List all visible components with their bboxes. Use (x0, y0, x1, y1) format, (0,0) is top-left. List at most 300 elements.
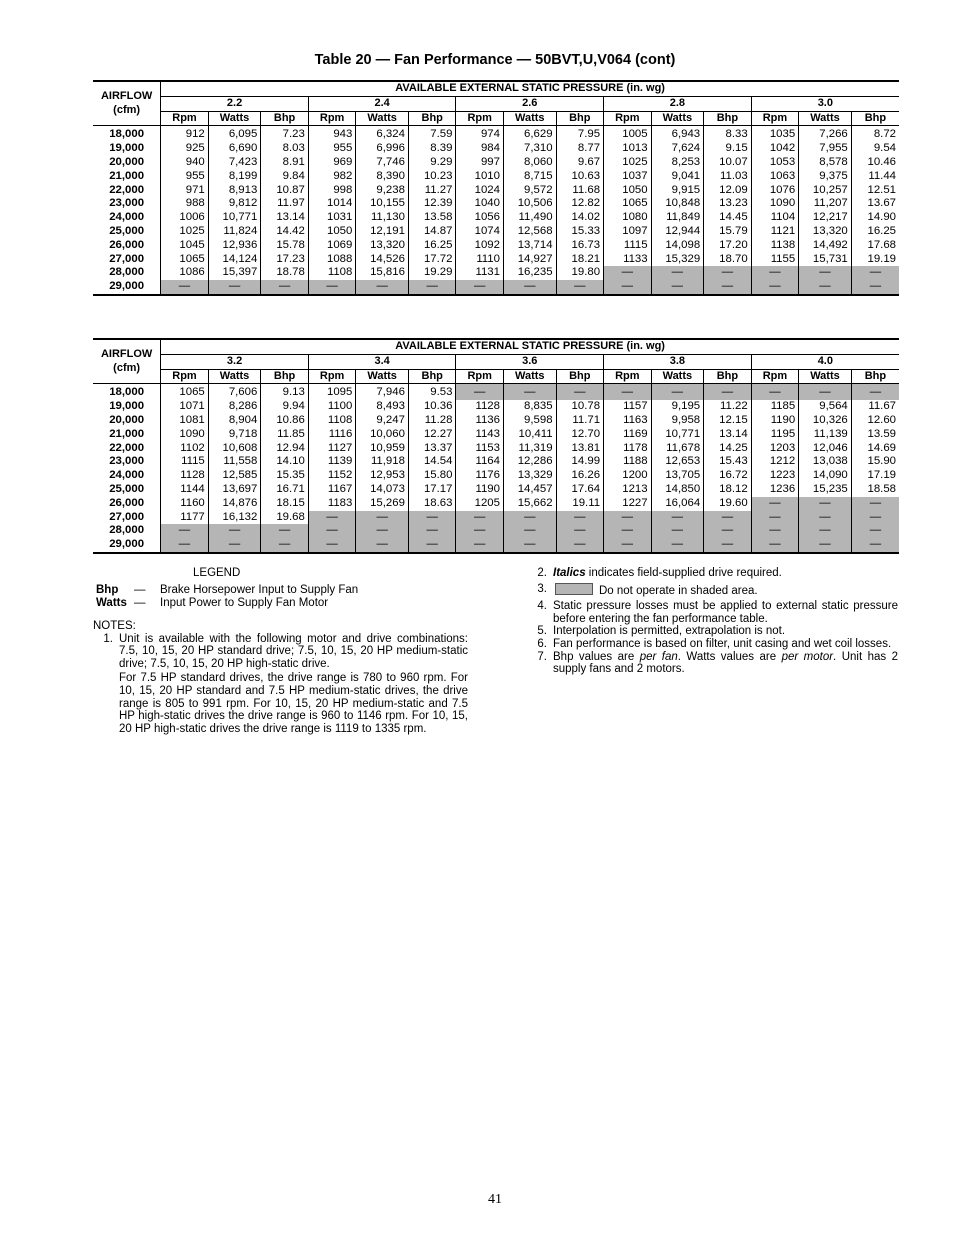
airflow-cell: 21,000 (109, 427, 145, 440)
table-cell: — (408, 280, 456, 295)
table-row (93, 239, 899, 253)
table-cell: 14.69 (851, 442, 899, 456)
table-cell: 1014 (308, 197, 356, 211)
table-cell: 16.72 (704, 469, 752, 483)
table-cell: 1069 (308, 239, 356, 253)
table-cell: — (556, 524, 604, 538)
table-cell: 9.29 (408, 156, 456, 170)
table-cell: 14.10 (261, 455, 309, 469)
table-cell: 1167 (308, 483, 356, 497)
table-cell: 11.71 (556, 414, 604, 428)
table-cell: 14.42 (261, 225, 309, 239)
table-cell: — (751, 497, 799, 511)
airflow-cell: 29,000 (93, 280, 161, 295)
table-cell: 11,918 (356, 455, 409, 469)
notes-heading: NOTES: (93, 620, 136, 632)
table-cell: — (208, 524, 261, 538)
table-cell: 8.39 (408, 142, 456, 156)
table-cell: 13.14 (704, 428, 752, 442)
airflow-cell: 21,000 (109, 169, 145, 182)
airflow-cell: 19,000 (109, 142, 145, 155)
column-header-bhp: Bhp (851, 111, 899, 126)
table-cell: — (503, 524, 556, 538)
table-cell: 1065 (604, 197, 652, 211)
table-cell: 1025 (161, 225, 209, 239)
table-cell: 7,606 (208, 384, 261, 400)
table-row (93, 524, 899, 538)
table-cell: 1144 (161, 483, 209, 497)
table-cell: 16,064 (651, 497, 704, 511)
table-cell: 16.71 (261, 483, 309, 497)
table-cell: 8,904 (208, 414, 261, 428)
table-cell: — (604, 384, 652, 400)
table-cell: 13,329 (503, 469, 556, 483)
airflow-cell: 24,000 (109, 211, 145, 224)
table-cell: 13.14 (261, 211, 309, 225)
airflow-cell: 18,000 (109, 128, 145, 141)
table-cell: — (308, 524, 356, 538)
table-cell: 14,073 (356, 483, 409, 497)
table-cell: 9,598 (503, 414, 556, 428)
table-cell: 971 (161, 184, 209, 198)
table-cell: 12.94 (261, 442, 309, 456)
table-cell: 17.19 (851, 469, 899, 483)
table-cell: 9,718 (208, 428, 261, 442)
table-cell: 16,235 (503, 266, 556, 280)
airflow-cell: 26,000 (109, 238, 145, 251)
airflow-cell: 25,000 (109, 482, 145, 495)
table-cell: 19.19 (851, 253, 899, 267)
table-cell: 14,850 (651, 483, 704, 497)
pressure-header: 4.0 (751, 354, 899, 369)
table-cell: 1223 (751, 469, 799, 483)
table-cell: 14.45 (704, 211, 752, 225)
table-cell: 1128 (161, 469, 209, 483)
table-cell: 1153 (456, 442, 504, 456)
column-header-bhp: Bhp (408, 369, 456, 384)
table-cell: 14,090 (799, 469, 852, 483)
pressure-header: 3.4 (308, 354, 456, 369)
table-cell: — (604, 524, 652, 538)
table-cell: 14.99 (556, 455, 604, 469)
table-cell: — (751, 266, 799, 280)
table-cell: 9.67 (556, 156, 604, 170)
table-cell: 10,155 (356, 197, 409, 211)
legend-title: LEGEND (193, 567, 241, 579)
table-cell: 10,411 (503, 428, 556, 442)
table-cell: — (799, 511, 852, 525)
table-cell: 11,490 (503, 211, 556, 225)
table-row (93, 400, 899, 414)
static-pressure-header: AVAILABLE EXTERNAL STATIC PRESSURE (in. wg) (161, 339, 899, 354)
table-cell: 1065 (161, 253, 209, 267)
table-row (93, 266, 899, 280)
table-cell: 9,572 (503, 184, 556, 198)
table-cell: 7.95 (556, 126, 604, 142)
table-cell: 11.85 (261, 428, 309, 442)
table-row (93, 211, 899, 225)
table-cell: 17.68 (851, 239, 899, 253)
table-cell: 1005 (604, 126, 652, 142)
table-cell: 1037 (604, 170, 652, 184)
table-cell: 9,958 (651, 414, 704, 428)
table-cell: 1095 (308, 384, 356, 400)
table-cell: 8,199 (208, 170, 261, 184)
table-cell: 1063 (751, 170, 799, 184)
legend-dash: — (134, 584, 146, 596)
table-cell: — (799, 524, 852, 538)
table-cell: 1136 (456, 414, 504, 428)
table-cell: 8,913 (208, 184, 261, 198)
legend-dash: — (134, 597, 146, 609)
table-cell: 1200 (604, 469, 652, 483)
table-cell: 10.23 (408, 170, 456, 184)
table-cell: — (503, 280, 556, 295)
table-cell: 19.60 (704, 497, 752, 511)
table-cell: 1190 (456, 483, 504, 497)
table-row (93, 156, 899, 170)
pressure-header: 2.8 (604, 96, 752, 111)
table-cell: 17.17 (408, 483, 456, 497)
table-cell: 8.91 (261, 156, 309, 170)
table-cell: 10,771 (208, 211, 261, 225)
table-cell: 11,678 (651, 442, 704, 456)
table-cell: 6,629 (503, 126, 556, 142)
column-header-rpm: Rpm (308, 369, 356, 384)
table-cell: 13.81 (556, 442, 604, 456)
table-cell: — (604, 266, 652, 280)
table-cell: 11.67 (851, 400, 899, 414)
table-cell: 1065 (161, 384, 209, 400)
table-cell: — (851, 266, 899, 280)
table-cell: 11,139 (799, 428, 852, 442)
table-cell: — (408, 538, 456, 553)
table-cell: 9,195 (651, 400, 704, 414)
table-cell: 13,714 (503, 239, 556, 253)
note-text: Fan performance is based on filter, unit casing and wet coil losses. (553, 637, 892, 650)
table-cell: — (308, 511, 356, 525)
table-cell: 8,715 (503, 170, 556, 184)
pressure-header: 3.0 (751, 96, 899, 111)
table-cell: 11.27 (408, 184, 456, 198)
column-header-rpm: Rpm (604, 369, 652, 384)
note-4 (527, 600, 898, 625)
table-cell: 1212 (751, 455, 799, 469)
table-cell: — (651, 511, 704, 525)
note-text (553, 583, 898, 598)
table-cell: — (799, 384, 852, 400)
note-2 (527, 567, 898, 580)
table-cell: 18.15 (261, 497, 309, 511)
table-cell: 12,046 (799, 442, 852, 456)
table-cell: 1081 (161, 414, 209, 428)
table-row (93, 197, 899, 211)
italic-word: Italics (553, 567, 586, 579)
table-cell: 10,326 (799, 414, 852, 428)
column-header-bhp: Bhp (261, 111, 309, 126)
note-text-part: . Watts values are (677, 650, 782, 663)
legend-item-bhp (96, 584, 358, 596)
table-cell: — (503, 511, 556, 525)
table-cell: 1160 (161, 497, 209, 511)
table-cell: 10,506 (503, 197, 556, 211)
table-cell: 6,690 (208, 142, 261, 156)
column-header-watts: Watts (503, 111, 556, 126)
table-cell: 13.23 (704, 197, 752, 211)
note-7 (527, 651, 898, 676)
note-text-italic: per fan (639, 650, 678, 663)
table-cell: 9,041 (651, 170, 704, 184)
table-row (93, 511, 899, 525)
table-cell: — (751, 384, 799, 400)
table-row (93, 170, 899, 184)
table-cell: 1031 (308, 211, 356, 225)
column-header-watts: Watts (356, 369, 409, 384)
table-cell: 14.54 (408, 455, 456, 469)
table-cell: 1010 (456, 170, 504, 184)
note-text: For 7.5 HP standard drives, the drive range is 780 to 960 rpm. For 10, 15, 20 HP standard and 7.5 HP medium-static drives, the drive range is 805 to 991 rpm. For 10, 15, 20 HP medium-static and 7.5 HP high-static drives the drive range is 960 to 1146 rpm. For 10, 15, 20 HP high-static drives the drive range is 1119 to 1335 rpm. (119, 672, 468, 735)
table-cell: 1128 (456, 400, 504, 414)
note-number: 6. (537, 637, 547, 650)
notes-right (527, 567, 898, 676)
table-cell: — (308, 538, 356, 553)
table-cell: 12.51 (851, 184, 899, 198)
shaded-area-swatch (555, 583, 593, 595)
column-header-bhp: Bhp (704, 369, 752, 384)
note-number: 7. (537, 650, 547, 663)
table-cell: 8.77 (556, 142, 604, 156)
table-cell: 15.78 (261, 239, 309, 253)
table-cell: 10.36 (408, 400, 456, 414)
table-cell: 12.60 (851, 414, 899, 428)
table-cell: 18.58 (851, 483, 899, 497)
note-text: Unit is available with the following motor and drive combinations: 7.5, 10, 15, 20 HP standard drive; 7.5, 10, 15, 20 HP medium-static drive; 7.5, 10, 15, 20 HP high-static drive. (119, 632, 468, 670)
table-row (93, 442, 899, 456)
table-cell: — (751, 524, 799, 538)
table-row (93, 280, 899, 295)
table-cell: 12,217 (799, 211, 852, 225)
table-row (93, 126, 899, 142)
table-cell: 15.35 (261, 469, 309, 483)
table-cell: — (799, 538, 852, 553)
table-cell: — (556, 511, 604, 525)
table-cell: 12.70 (556, 428, 604, 442)
table-cell: 7.23 (261, 126, 309, 142)
table-cell: — (356, 511, 409, 525)
table-cell: 10.78 (556, 400, 604, 414)
airflow-label: AIRFLOW (100, 89, 153, 102)
airflow-cell: 28,000 (109, 266, 145, 279)
table-cell: 1236 (751, 483, 799, 497)
table-cell: 1139 (308, 455, 356, 469)
pressure-header: 2.2 (161, 96, 309, 111)
table-cell: 982 (308, 170, 356, 184)
column-header-rpm: Rpm (456, 111, 504, 126)
table-cell: 8,390 (356, 170, 409, 184)
table-cell: 1102 (161, 442, 209, 456)
table-cell: 15.33 (556, 225, 604, 239)
table-cell: 11.44 (851, 170, 899, 184)
table-cell: — (704, 384, 752, 400)
pressure-header: 2.4 (308, 96, 456, 111)
table-cell: 9,375 (799, 170, 852, 184)
table-cell: 14,526 (356, 253, 409, 267)
table-cell: 1213 (604, 483, 652, 497)
table-cell: 1035 (751, 126, 799, 142)
table-cell: 15.90 (851, 455, 899, 469)
table-cell: 12.09 (704, 184, 752, 198)
airflow-cell: 20,000 (109, 155, 145, 168)
note-number: 5. (537, 625, 547, 638)
column-header-bhp: Bhp (261, 369, 309, 384)
table-cell: 1143 (456, 428, 504, 442)
column-header-bhp: Bhp (556, 369, 604, 384)
table-cell: 14,457 (503, 483, 556, 497)
table-cell: 17.72 (408, 253, 456, 267)
table-cell: 9.53 (408, 384, 456, 400)
notes-left (93, 620, 468, 735)
column-header-rpm: Rpm (308, 111, 356, 126)
table-cell: 15.79 (704, 225, 752, 239)
fan-performance-table-1 (93, 80, 899, 296)
table-cell: — (456, 538, 504, 553)
note-number: 2. (537, 567, 547, 579)
table-cell: 1040 (456, 197, 504, 211)
table-cell: — (604, 511, 652, 525)
table-cell: 1080 (604, 211, 652, 225)
table-cell: 1138 (751, 239, 799, 253)
table-cell: 1121 (751, 225, 799, 239)
table-cell: — (704, 524, 752, 538)
table-cell: 1086 (161, 266, 209, 280)
table-cell: 10,608 (208, 442, 261, 456)
table-cell: 11,558 (208, 455, 261, 469)
table-cell: — (604, 280, 652, 295)
table-cell: — (503, 538, 556, 553)
table-cell: 1133 (604, 253, 652, 267)
note-text-part: Bhp values are (553, 650, 640, 663)
table-cell: 11.03 (704, 170, 752, 184)
note-5 (527, 625, 898, 638)
table-cell: — (161, 280, 209, 295)
table-cell: 912 (161, 126, 209, 142)
table-cell: 12,653 (651, 455, 704, 469)
table-cell: 1178 (604, 442, 652, 456)
legend-text: Input Power to Supply Fan Motor (160, 597, 329, 609)
table-cell: 1104 (751, 211, 799, 225)
table-cell: 1071 (161, 400, 209, 414)
table-cell: 13.58 (408, 211, 456, 225)
table-cell: — (208, 538, 261, 553)
airflow-cell: 25,000 (109, 224, 145, 237)
table-cell: 6,996 (356, 142, 409, 156)
legend-abbr: Bhp (96, 584, 119, 596)
table-cell: 1164 (456, 455, 504, 469)
table-cell: — (408, 524, 456, 538)
table-cell: — (851, 280, 899, 295)
table-cell: 9,812 (208, 197, 261, 211)
table-cell: 8.03 (261, 142, 309, 156)
table-cell: 7,946 (356, 384, 409, 400)
table-cell: — (851, 538, 899, 553)
table-cell: 955 (161, 170, 209, 184)
table-cell: — (456, 524, 504, 538)
table-cell: 9.54 (851, 142, 899, 156)
table-cell: 925 (161, 142, 209, 156)
table-cell: 1110 (456, 253, 504, 267)
table-cell: 11,319 (503, 442, 556, 456)
table-row (93, 483, 899, 497)
table-cell: 17.20 (704, 239, 752, 253)
table-cell: 1127 (308, 442, 356, 456)
table-cell: 15,397 (208, 266, 261, 280)
table-cell: 15,269 (356, 497, 409, 511)
table-cell: 9.13 (261, 384, 309, 400)
table-cell: 15.80 (408, 469, 456, 483)
legend-text: Brake Horsepower Input to Supply Fan (160, 584, 359, 596)
table-cell: 1006 (161, 211, 209, 225)
table-cell: 1177 (161, 511, 209, 525)
table-cell: — (851, 497, 899, 511)
table-cell: 14,124 (208, 253, 261, 267)
table-cell: 7,310 (503, 142, 556, 156)
table-cell: 19.11 (556, 497, 604, 511)
table-row (93, 469, 899, 483)
table-cell: 7,423 (208, 156, 261, 170)
note-text-italic: per motor (781, 650, 834, 663)
table-cell: 1131 (456, 266, 504, 280)
table-cell: 1157 (604, 400, 652, 414)
pressure-header: 3.6 (456, 354, 604, 369)
table-cell: — (456, 511, 504, 525)
table-cell: — (456, 280, 504, 295)
table-cell: — (261, 538, 309, 553)
table-cell: — (503, 384, 556, 400)
pressure-header: 3.2 (161, 354, 309, 369)
table-cell: 1042 (751, 142, 799, 156)
table-cell: 10,257 (799, 184, 852, 198)
table-row (93, 455, 899, 469)
table-cell: 9.94 (261, 400, 309, 414)
table-cell: — (161, 538, 209, 553)
note-6 (527, 638, 898, 651)
table-cell: 1203 (751, 442, 799, 456)
table-cell: — (356, 524, 409, 538)
table-cell: 1190 (751, 414, 799, 428)
table-cell: 1188 (604, 455, 652, 469)
table-cell: 6,324 (356, 126, 409, 142)
table-cell: 1076 (751, 184, 799, 198)
note-1-para-2 (93, 672, 468, 735)
column-header-watts: Watts (208, 369, 261, 384)
table-cell: — (161, 524, 209, 538)
table-cell: 12.82 (556, 197, 604, 211)
table-row (93, 428, 899, 442)
airflow-label: AIRFLOW (100, 347, 153, 360)
table-cell: 14,098 (651, 239, 704, 253)
note-text: Interpolation is permitted, extrapolation is not. (553, 625, 786, 638)
table-cell: — (556, 538, 604, 553)
table-cell: 1056 (456, 211, 504, 225)
table-cell: 6,095 (208, 126, 261, 142)
airflow-cell: 27,000 (109, 510, 145, 523)
table-cell: 16.25 (851, 225, 899, 239)
table-cell: 19.29 (408, 266, 456, 280)
table-cell: 13.37 (408, 442, 456, 456)
table-cell: 9,247 (356, 414, 409, 428)
table-row (93, 253, 899, 267)
table-cell: 1050 (604, 184, 652, 198)
